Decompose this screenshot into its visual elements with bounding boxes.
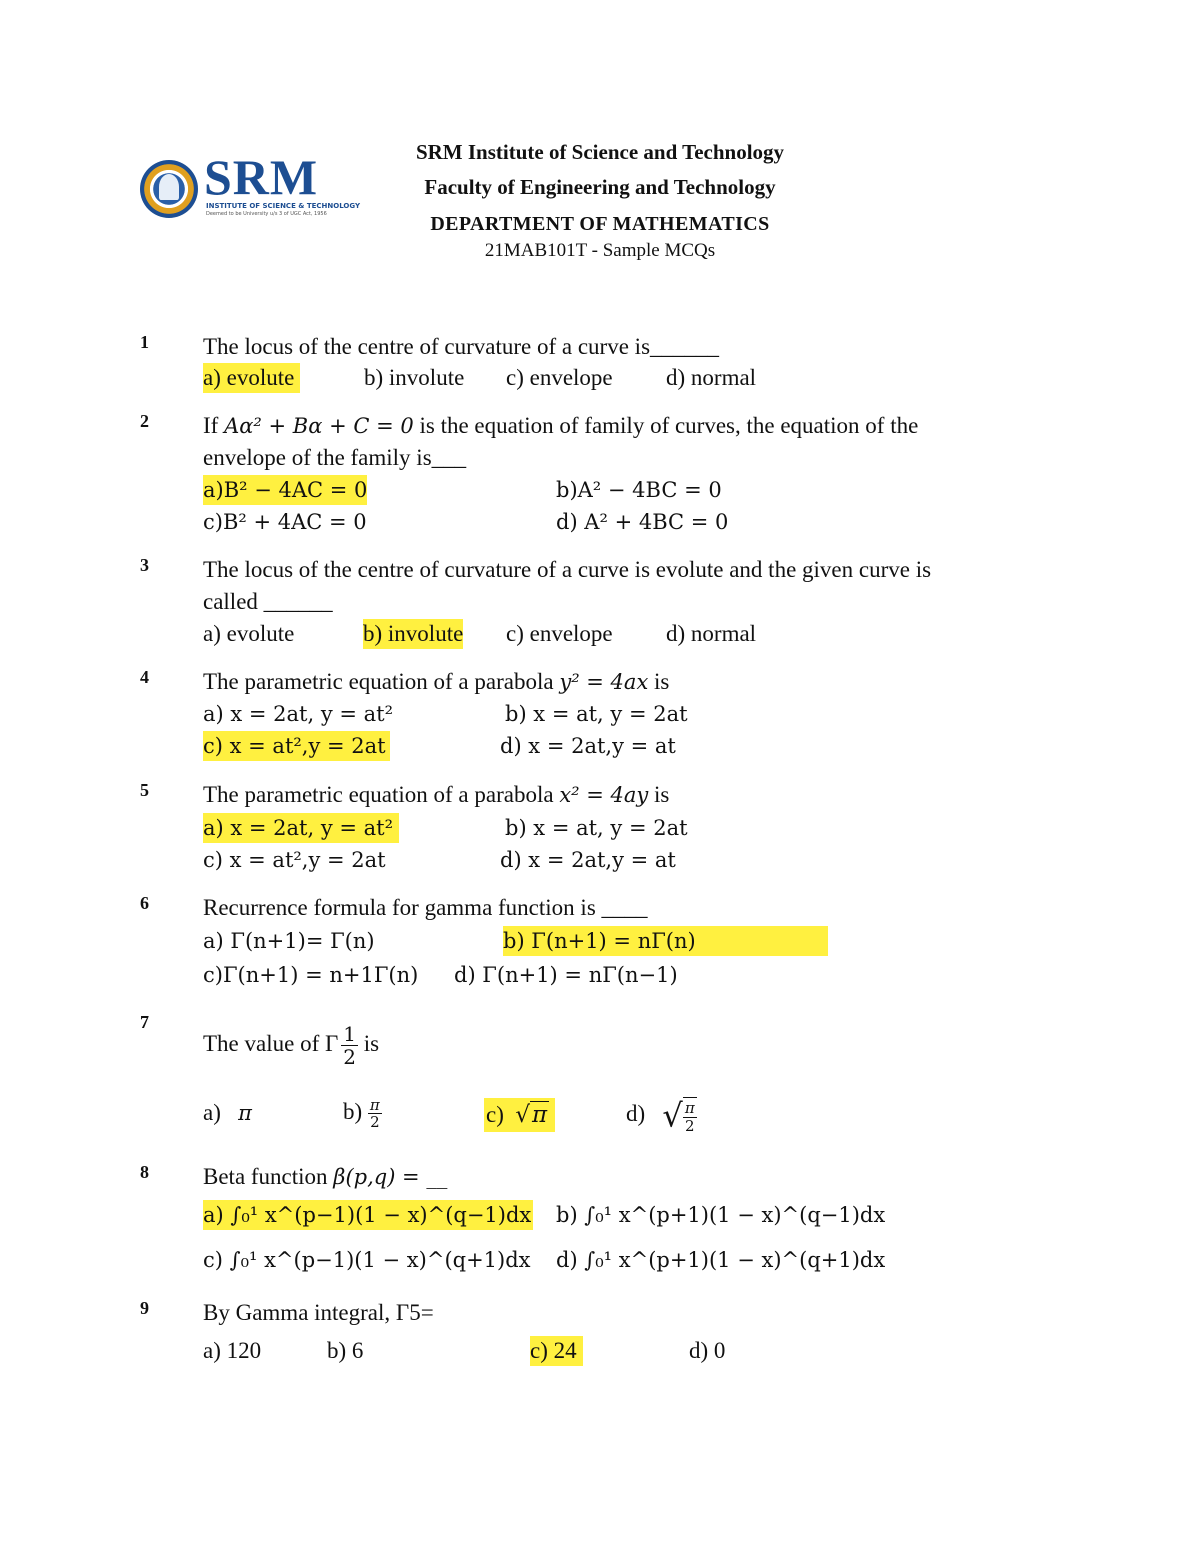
question-text-suffix: is the equation of family of curves, the equation of the (413, 413, 919, 438)
question-text-prefix: If (203, 413, 225, 438)
option-b: b) 6 (327, 1338, 364, 1363)
option-a: a) evolute (203, 363, 300, 393)
option-b-label: b) (343, 1099, 363, 1124)
option-a-text: a) ∫₀¹ x^(p−1)(1 − x)^(q−1)dx (203, 1203, 532, 1227)
option-c-radicand (530, 1101, 549, 1128)
faculty-title: Faculty of Engineering and Technology (424, 175, 776, 199)
question-text-suffix: is (648, 782, 670, 807)
option-a: a) 120 (203, 1338, 262, 1363)
option-a-text: a) x = 2at, y = at² (203, 702, 394, 726)
question-text: Recurrence formula for gamma function is ____ (203, 895, 648, 920)
option-a: a) evolute (203, 621, 295, 646)
option-a-text: a) x = 2at, y = at² (203, 816, 394, 840)
equation: Aα² + Bα + C = 0 (224, 414, 414, 438)
option-d (556, 1245, 885, 1275)
option-a (203, 699, 393, 729)
equation: y² = 4ax (559, 670, 649, 694)
option-c (203, 1245, 531, 1275)
question-text-prefix: The parametric equation of a parabola (203, 669, 560, 694)
option-d: d) 0 (689, 1338, 726, 1363)
question-number: 7 (140, 1012, 149, 1032)
option-c-text: c) x = at²,y = 2at (203, 734, 386, 758)
option-b (556, 475, 722, 505)
question-text: The locus of the centre of curvature of a curve is evolute and the given curve is (203, 557, 932, 582)
question-text (203, 1162, 447, 1192)
option-b (505, 813, 688, 843)
option-b-numerator: π (369, 1095, 380, 1114)
option-b-text: b)A² − 4BC = 0 (556, 478, 722, 502)
option-b-text: b) ∫₀¹ x^(p+1)(1 − x)^(q−1)dx (556, 1203, 886, 1227)
option-c (484, 1098, 555, 1132)
department-title: DEPARTMENT OF MATHEMATICS (430, 213, 770, 235)
option-c-text: c)B² + 4AC = 0 (203, 510, 367, 534)
option-d-text: d) A² + 4BC = 0 (556, 510, 729, 534)
course-title: 21MAB101T - Sample MCQs (484, 240, 716, 261)
logo-tagline: INSTITUTE OF SCIENCE & TECHNOLOGY (206, 202, 361, 210)
question-text (203, 411, 918, 441)
option-b-fraction (368, 1097, 382, 1131)
option-d-text: d) x = 2at,y = at (500, 848, 676, 872)
option-d-text: d) Γ(n+1) = nΓ(n−1) (454, 963, 678, 987)
option-c (203, 731, 390, 761)
fraction-one-half (341, 1023, 358, 1068)
option-a (203, 475, 367, 505)
option-a-text: a)B² − 4AC = 0 (203, 478, 368, 502)
logo-wordmark: SRM (204, 149, 319, 205)
fraction-denominator: 2 (343, 1045, 357, 1070)
question-number: 5 (140, 780, 149, 800)
option-d (500, 731, 676, 761)
fraction-numerator: 1 (343, 1022, 357, 1047)
option-a (203, 813, 399, 843)
question-text-suffix: is (648, 669, 670, 694)
option-d: d) normal (666, 365, 757, 390)
question-number: 1 (140, 332, 149, 352)
option-a-label: a) (203, 1100, 221, 1125)
srm-emblem-icon (140, 160, 198, 218)
option-d (556, 507, 728, 537)
option-d-text: d) x = 2at,y = at (500, 734, 676, 758)
option-c: c) 24 (530, 1336, 583, 1366)
option-d-denominator: 2 (684, 1116, 695, 1135)
question-text (203, 1020, 379, 1068)
option-b (343, 1088, 382, 1136)
question-text: By Gamma integral, Γ5= (203, 1300, 434, 1325)
sqrt-icon: √ (515, 1102, 531, 1128)
question-text-prefix: Beta function (203, 1164, 334, 1189)
option-c-text: c) ∫₀¹ x^(p−1)(1 − x)^(q+1)dx (203, 1248, 531, 1272)
option-d-label: d) (626, 1101, 646, 1126)
option-c: c) envelope (506, 621, 613, 646)
question-text-prefix: The parametric equation of a parabola (203, 782, 560, 807)
srm-logo (140, 149, 361, 220)
option-d-fraction (683, 1097, 697, 1134)
question-number: 3 (140, 555, 149, 575)
question-text-line2: called ______ (203, 589, 333, 614)
equation: β(p,q) = __ (333, 1165, 448, 1189)
option-d-text: d) ∫₀¹ x^(p+1)(1 − x)^(q+1)dx (556, 1248, 886, 1272)
option-b: b) involute (363, 619, 463, 649)
institution-title: SRM Institute of Science and Technology (415, 140, 785, 164)
option-c-value: π (532, 1102, 548, 1128)
question-text-prefix: The value of Γ (203, 1031, 339, 1056)
option-b (505, 699, 688, 729)
equation: x² = 4ay (559, 783, 649, 807)
option-d (454, 960, 678, 990)
question-text (203, 780, 669, 810)
option-a-value: π (238, 1101, 252, 1125)
option-b (556, 1200, 885, 1230)
option-b-text: b) x = at, y = 2at (505, 702, 688, 726)
question-number: 6 (140, 893, 149, 913)
option-c-text: c)Γ(n+1) = n+1Γ(n) (203, 963, 419, 987)
option-b-text: b) x = at, y = 2at (505, 816, 688, 840)
option-b (503, 926, 828, 956)
option-c-label: c) (486, 1102, 504, 1127)
option-c (203, 507, 367, 537)
option-d: d) normal (666, 621, 757, 646)
option-a (203, 926, 375, 956)
question-text (203, 667, 669, 697)
logo-subtagline: Deemed to be University u/s 3 of UGC Act, 1956 (206, 211, 327, 217)
option-b-text: b) Γ(n+1) = nΓ(n) (503, 929, 696, 953)
option-c (203, 845, 386, 875)
option-d-numerator: π (684, 1099, 695, 1118)
question-number: 4 (140, 667, 149, 687)
option-a-text: a) Γ(n+1)= Γ(n) (203, 929, 375, 953)
sqrt-icon: √ (662, 1096, 683, 1135)
option-b: b) involute (364, 365, 465, 390)
option-d (626, 1088, 697, 1142)
option-a (203, 1200, 533, 1230)
question-text-suffix: is (358, 1031, 380, 1056)
option-c (203, 960, 418, 990)
question-text-line2: envelope of the family is___ (203, 445, 467, 470)
option-c: c) envelope (506, 365, 613, 390)
option-b-denominator: 2 (370, 1113, 380, 1132)
question-number: 9 (140, 1298, 149, 1318)
question-number: 8 (140, 1162, 149, 1182)
option-d (500, 845, 676, 875)
option-c-text: c) x = at²,y = 2at (203, 848, 386, 872)
question-number: 2 (140, 411, 149, 431)
option-a (203, 1098, 252, 1128)
question-text: The locus of the centre of curvature of a curve is______ (203, 334, 720, 359)
